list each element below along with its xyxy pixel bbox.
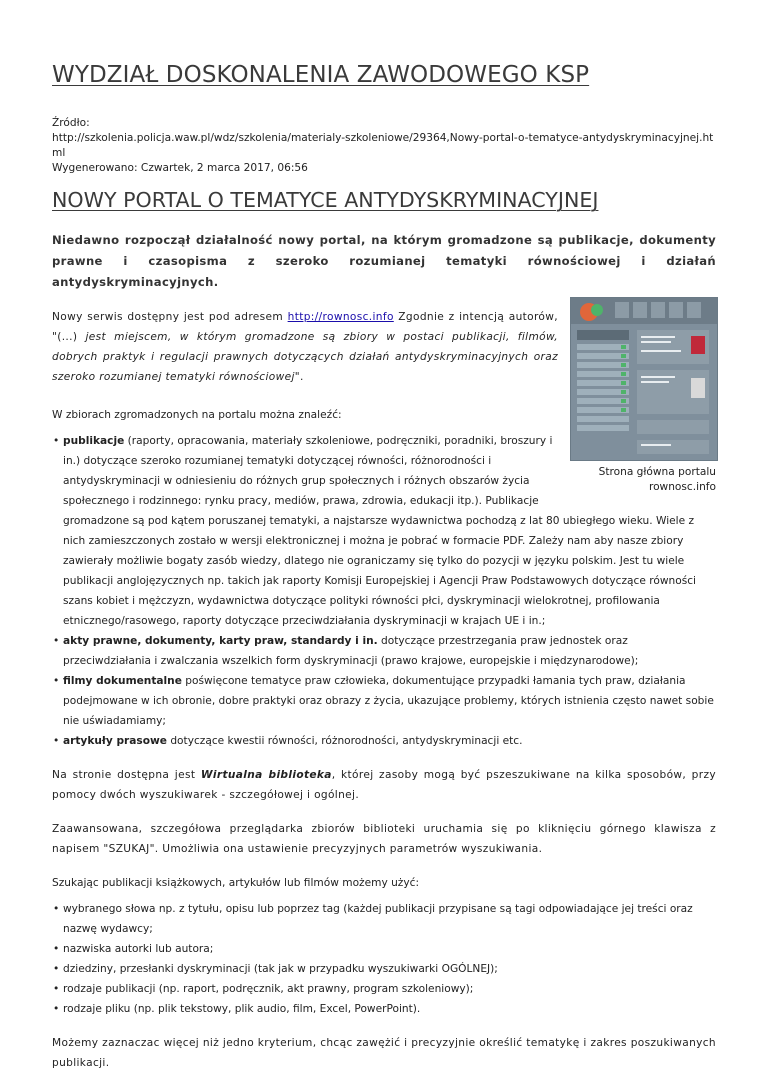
list-item-text: dotyczące przestrzegania praw jednostek oraz przeciwdziałania i zwalczania wszelkich form dyskryminacji (prawo krajowe, europejskie i międzynarodowe); — [63, 635, 639, 667]
intro-text-after-link: Zgodnie z intencją autorów, "(...) — [52, 311, 558, 343]
generated-date: Wygenerowano: Czwartek, 2 marca 2017, 06:56 — [52, 162, 308, 174]
library-text: Na stronie dostępna jest — [52, 769, 201, 781]
search-intro: Szukając publikacji książkowych, artykułów lub filmów możemy użyć: — [52, 877, 420, 889]
closing-paragraph: Możemy zaznaczac więcej niż jedno kryterium, chcąc zawężić i precyzyjnie określić tematykę i zakres poszukiwanych publikacji. — [52, 1037, 716, 1069]
page-header-title: WYDZIAŁ DOSKONALENIA ZAWODOWEGO KSP — [52, 62, 590, 88]
list-item: • dziedziny, przesłanki dyskryminacji (tak jak w przypadku wyszukiwarki OGÓLNEJ); — [63, 959, 716, 979]
list-item-bold: filmy dokumentalne — [63, 675, 182, 687]
list-item-text: poświęcone tematyce praw człowieka, dokumentujące przypadki łamania tych praw, działania podejmowane w ich obronie, dobre praktyki oraz obrazy z życia, ukazujące problemy, których istnienia często nawet sobie nie uświadamiamy; — [63, 675, 714, 727]
list-item: • rodzaje publikacji (np. raport, podręcznik, akt prawny, program szkoleniowy); — [63, 979, 716, 999]
list-item — [63, 731, 716, 751]
list-item — [63, 431, 716, 631]
search-criteria-list — [52, 899, 716, 1019]
collection-list — [52, 431, 716, 751]
list-item-bold: publikacje — [63, 435, 125, 447]
library-paragraph — [52, 765, 716, 805]
list-item-bold: artykuły prasowe — [63, 735, 167, 747]
intro-quote: jest miejscem, w którym gromadzone są zbiory w postaci publikacji, filmów, dobrych praktyk i regulacji prawnych dotyczących działań antydyskryminacyjnych oraz szeroko rozumianej tematyki równościowej — [52, 331, 559, 383]
list-item — [63, 671, 716, 731]
list-intro: W zbiorach zgromadzonych na portalu można znaleźć: — [52, 409, 342, 421]
figure-caption: Strona główna portalu rownosc.info — [598, 466, 716, 493]
list-item — [63, 631, 716, 671]
source-url: http://szkolenia.policja.waw.pl/wdz/szkolenia/materialy-szkoleniowe/29364,Nowy-portal-o-tematyce-antydyskryminacyjnej.html — [52, 132, 714, 159]
source-label: Źródło: — [52, 117, 90, 129]
source-info — [52, 116, 716, 176]
article-title: NOWY PORTAL O TEMATYCE ANTYDYSKRYMINACYJNEJ — [52, 188, 599, 212]
portal-link[interactable]: http://rownosc.info — [287, 311, 394, 323]
list-item: • nazwiska autorki lub autora; — [63, 939, 716, 959]
list-item-text: (raporty, opracowania, materiały szkoleniowe, podręczniki, poradniki, broszury i in.) dotyczące szeroko rozumianej tematyki dotyczącej równości, różnorodności i antydyskryminacji w odniesieniu do różnych grup społecznych i różnych obszarów życia społecznego i rodzinnego: rynku pracy, mediów, prawa, zdrowia, edukacji itp.). Publikacje gromadzone są pod kątem poruszanej tematyki, a najstarsze wydawnictwa pochodzą z lat 80 ubiegłego wieku. Wiele z nich zamieszczonych zostało w wersji elektronicznej i można je pobrać w formacie PDF. Zależy nam aby nasze zbiory zawierały możliwie bogaty zasób wiedzy, dlatego nie ograniczamy się tylko do pozycji w języku polskim. Jest tu wiele publikacji anglojęzycznych np. takich jak raporty Komisji Europejskiej i Agencji Praw Podstawowych dotyczące równości szans kobiet i mężczyzn, wydawnictwa dotyczące polityki równości płci, dyskryminacji wielokrotnej, profilowania etnicznego/rasowego, raporty dotyczące przeciwdziałania dyskryminacji w krajach UE i in.; — [63, 435, 696, 627]
intro-end: ". — [294, 371, 304, 383]
intro-text: Nowy serwis dostępny jest pod adresem — [52, 311, 288, 323]
virtual-library-name: Wirtualna biblioteka — [200, 769, 332, 781]
advanced-search-paragraph: Zaawansowana, szczegółowa przeglądarka zbiorów biblioteki uruchamia się po kliknięciu górnego klawisza z napisem "SZUKAJ". Umożliwia ona ustawienie precyzyjnych parametrów wyszukiwania. — [52, 823, 716, 855]
list-item: • wybranego słowa np. z tytułu, opisu lub poprzez tag (każdej publikacji przypisane są tagi odpowiadające jej treści oraz nazwę wydawcy; — [63, 899, 716, 939]
article-lead: Niedawno rozpoczął działalność nowy portal, na którym gromadzone są publikacje, dokumenty prawne i czasopisma z szeroko rozumianej tematyki równościowej i działań antydyskryminacyjnych. — [52, 233, 716, 289]
library-text-after: , której zasoby mogą być pszeszukiwane na kilka sposobów, przy pomocy dwóch wyszukiwarek - szczegółowej i ogólnej. — [52, 769, 716, 801]
list-item-text: dotyczące kwestii równości, różnorodności, antydyskryminacji etc. — [166, 735, 523, 747]
list-item: • rodzaje pliku (np. plik tekstowy, plik audio, film, Excel, PowerPoint). — [63, 999, 716, 1019]
list-item-bold: akty prawne, dokumenty, karty praw, standardy i in. — [63, 635, 378, 647]
